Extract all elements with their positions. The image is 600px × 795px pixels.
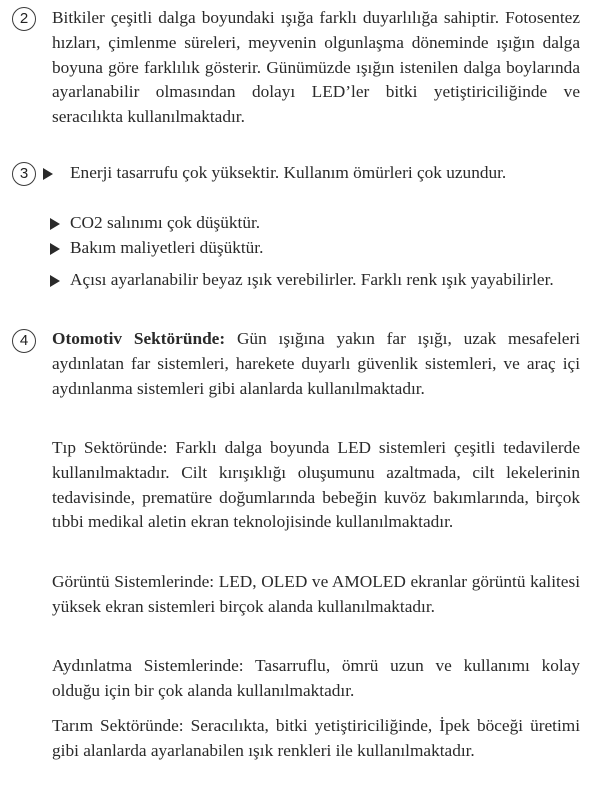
section-number-badge: 4 [12,329,36,353]
triangle-bullet-icon [50,243,60,255]
triangle-bullet-icon [43,168,53,180]
triangle-bullet-icon [50,275,60,287]
bullet-item: CO2 salınımı çok düşüktür. [70,213,261,232]
section-4-paragraph [52,327,580,401]
section-2-paragraph: Bitkiler çeşitli dalga boyundaki ışığa farklı duyarlılığa sahiptir. Fotosentez hızları, çimlenme süreleri, meyvenin olgunlaşma döneminde ışığın dalga boyuna göre farklılık gösterir. Günümüzde ışığın istenilen dalga boylarında ayarlanabilir olmasından dolayı LED’ler bitki yetiştiriciliğinde ve seracılıkta kullanılmaktadır. [52,8,580,127]
section-number-badge: 3 [12,162,36,186]
paragraph-agriculture: Tarım Sektöründe: Seracılıkta, bitki yetiştiriciliğinde, İpek böceği üretimi gibi alanlarda ayarlanabilen ışık renkleri ile kullanılmaktadır. [52,716,580,760]
bullet-item: Açısı ayarlanabilir beyaz ışık verebilirler. Farklı renk ışık yayabilirler. [70,270,554,289]
triangle-bullet-icon [50,218,60,230]
section-4-body: Gün ışığına yakın far ışığı, uzak mesafeleri aydınlatan far sistemleri, harekete duyarlı güvenlik sistemleri, ve araç içi aydınlanma sistemleri gibi alanlarda kullanılmaktadır. [52,329,580,398]
bullet-item: Bakım maliyetleri düşüktür. [70,238,264,257]
paragraph-medical: Tıp Sektöründe: Farklı dalga boyunda LED sistemleri çeşitli tedavilerde kullanılmaktadır. Cilt kırışıklığı oluşumunu azaltmada, cilt lekelerinin tedavisinde, prematüre doğumlarında bebeğin kuvöz bakımlarında, birçok tıbbi medikal aletin ekran teknolojisinde kullanılmaktadır. [52,438,580,532]
section-4-lead: Otomotiv Sektöründe: [52,329,226,348]
paragraph-lighting-systems: Aydınlatma Sistemlerinde: Tasarruflu, ömrü uzun ve kullanımı kolay olduğu için bir çok alanda kullanılmaktadır. [52,656,580,700]
paragraph-display-systems: Görüntü Sistemlerinde: LED, OLED ve AMOLED ekranlar görüntü kalitesi yüksek ekran sistemleri birçok alanda kullanılmaktadır. [52,572,580,616]
bullet-item: Enerji tasarrufu çok yüksektir. Kullanım ömürleri çok uzundur. [70,163,507,182]
section-number-badge: 2 [12,7,36,31]
